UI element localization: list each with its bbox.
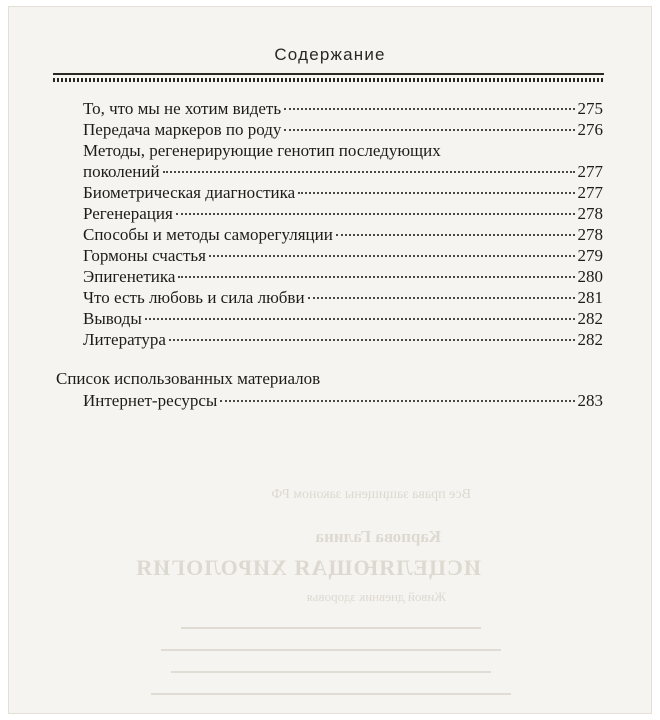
toc-entry-page: 282 — [577, 330, 603, 349]
toc-entry-page: 277 — [577, 183, 603, 202]
page-header-title: Содержание — [274, 45, 386, 64]
toc-entry-page: 276 — [577, 120, 603, 139]
toc-entry-title: Регенерация — [83, 204, 173, 223]
toc-entry — [83, 99, 603, 119]
dot-leader — [145, 318, 575, 320]
dot-leader — [220, 400, 574, 402]
toc-entry-page: 282 — [577, 309, 603, 328]
dot-leader — [284, 108, 574, 110]
toc-entry-title-line1: Методы, регенерирующие генотип последующих — [83, 141, 441, 160]
book-page — [8, 6, 652, 714]
dot-leader — [178, 276, 574, 278]
toc-entry-page: 277 — [577, 162, 603, 181]
dot-leader — [163, 171, 575, 173]
dot-leader — [176, 213, 575, 215]
toc-entry — [83, 225, 603, 245]
toc-entry-title: Выводы — [83, 309, 142, 328]
toc-entry — [83, 391, 603, 411]
toc-entry — [83, 183, 603, 203]
toc-entry — [83, 120, 603, 140]
dot-leader — [336, 234, 575, 236]
toc-entry — [83, 309, 603, 329]
header-rule — [53, 73, 604, 75]
toc-entry-title: Литература — [83, 330, 166, 349]
dot-leader — [308, 297, 575, 299]
toc-entry-page: 281 — [577, 288, 603, 307]
toc-entry — [83, 288, 603, 308]
toc-entry — [83, 267, 603, 287]
toc-entry-page: 278 — [577, 225, 603, 244]
toc-entry — [83, 162, 603, 182]
dot-leader — [298, 192, 574, 194]
toc-entry — [83, 204, 603, 224]
toc-entry-title: Передача маркеров по роду — [83, 120, 282, 139]
header-rule-dotted — [53, 78, 604, 82]
toc-entry-page: 279 — [577, 246, 603, 265]
toc-entry-title: Биометрическая диагностика — [83, 183, 296, 202]
toc-entry-page: 278 — [577, 204, 603, 223]
toc-entry-title: поколений — [83, 162, 160, 181]
dot-leader — [169, 339, 575, 341]
toc-entry-title: Способы и методы саморегуляции — [83, 225, 333, 244]
toc-entry-page: 280 — [577, 267, 603, 286]
toc-entry-title: Гормоны счастья — [83, 246, 206, 265]
toc-entry — [83, 246, 603, 266]
dot-leader — [284, 129, 574, 131]
toc-entry-page: 275 — [577, 99, 603, 118]
toc-entry-page: 283 — [577, 391, 603, 410]
toc-entry-title: Эпигенетика — [83, 267, 176, 286]
dot-leader — [209, 255, 575, 257]
toc-entry-title: Что есть любовь и сила любви — [83, 288, 305, 307]
section-heading: Список использованных материалов — [56, 369, 321, 388]
bleed-through-text: Все права защищены законом РФ Карпова Галина ИСЦЕЛЯЮЩАЯ ХИРОЛОГИЯ Живой дневник здоровья — [9, 477, 651, 714]
toc-entry-title: Интернет-ресурсы — [83, 391, 218, 410]
toc-entry — [83, 330, 603, 350]
toc-entry-title: То, что мы не хотим видеть — [83, 99, 282, 118]
